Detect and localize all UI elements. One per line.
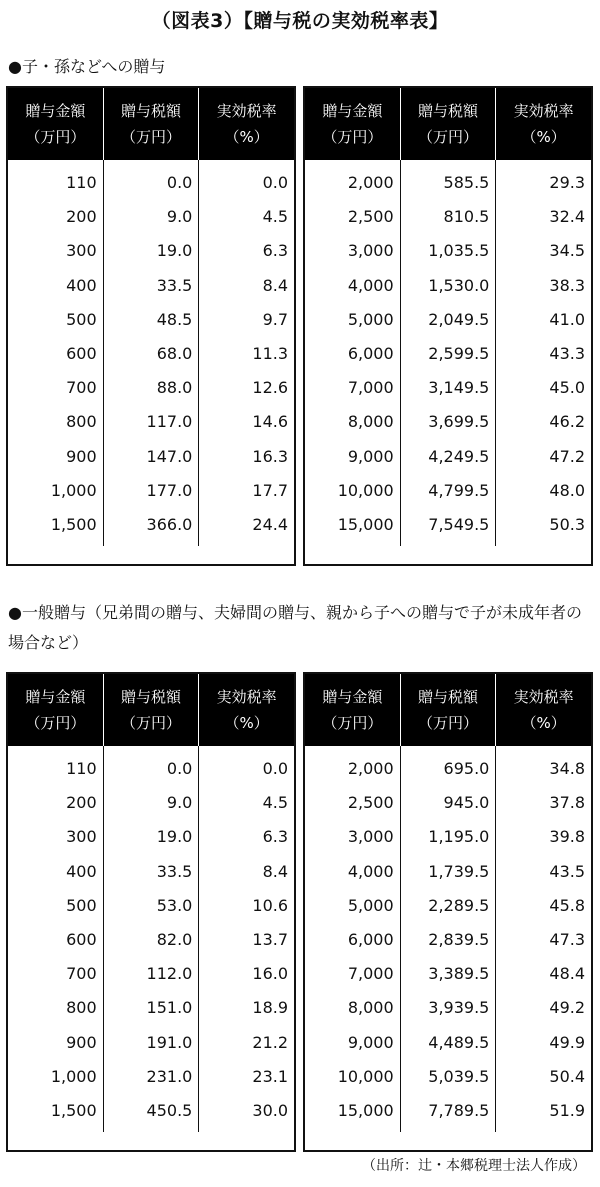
- table-cell-tax: 4,799.5: [428, 480, 490, 500]
- table-cell-tax: 2,289.5: [428, 895, 490, 915]
- table-cell-tax: 585.5: [443, 173, 490, 192]
- column-rate: [495, 160, 591, 546]
- table-cell-rate: 21.2: [252, 1032, 289, 1052]
- table-cell-rate: 6.3: [262, 827, 289, 847]
- table-cell-tax: 4,489.5: [428, 1032, 490, 1052]
- table-cell-tax: 231.0: [146, 1066, 193, 1086]
- header-tax-line: （万円）: [121, 128, 182, 146]
- table-cell-rate: 13.7: [252, 929, 289, 949]
- table-cell-amount: 1,000: [50, 480, 97, 500]
- table-cell-amount: 3,000: [347, 827, 394, 847]
- header-rate: [198, 674, 294, 746]
- table-cell-tax: 1,035.5: [428, 241, 490, 261]
- table-cell-rate: 34.8: [549, 759, 586, 778]
- table-general-left: [6, 672, 296, 1152]
- table-cell-amount: 600: [66, 929, 97, 949]
- table-cell-rate: 39.8: [549, 827, 586, 847]
- table-cell-rate: 43.5: [549, 861, 586, 881]
- table-children-right: [303, 86, 593, 566]
- table-cell-rate: 43.3: [549, 343, 586, 363]
- header-tax: [103, 88, 199, 160]
- table-cell-amount: 5,000: [347, 895, 394, 915]
- table-cell-tax: 191.0: [146, 1032, 193, 1052]
- header-tax: [103, 674, 199, 746]
- table-cell-tax: 0.0: [166, 759, 193, 778]
- column-tax: [103, 746, 199, 1132]
- table-cell-amount: 200: [66, 207, 97, 227]
- header-tax-line: （万円）: [121, 714, 182, 732]
- table-cell-rate: 38.3: [549, 275, 586, 295]
- table-cell-amount: 2,500: [347, 793, 394, 813]
- table-cell-rate: 0.0: [262, 173, 289, 192]
- table-cell-rate: 47.3: [549, 929, 586, 949]
- table-cell-tax: 9.0: [166, 793, 193, 813]
- table-cell-tax: 82.0: [156, 929, 193, 949]
- table-header: [8, 674, 294, 746]
- table-cell-tax: 3,389.5: [428, 964, 490, 984]
- header-amount: [305, 674, 400, 746]
- table-cell-amount: 1,000: [50, 1066, 97, 1086]
- table-cell-tax: 88.0: [156, 378, 193, 398]
- table-cell-tax: 53.0: [156, 895, 193, 915]
- table-cell-amount: 600: [66, 343, 97, 363]
- table-cell-rate: 17.7: [252, 480, 289, 500]
- table-cell-amount: 200: [66, 793, 97, 813]
- section-label-children: ●子・孫などへの贈与: [8, 57, 166, 76]
- table-cell-rate: 6.3: [262, 241, 289, 261]
- table-cell-rate: 37.8: [549, 793, 586, 813]
- table-cell-amount: 800: [66, 412, 97, 432]
- table-cell-rate: 16.3: [252, 446, 289, 466]
- table-cell-amount: 15,000: [337, 514, 394, 534]
- table-cell-rate: 4.5: [262, 207, 289, 227]
- table-cell-rate: 34.5: [549, 241, 586, 261]
- table-cell-amount: 700: [66, 378, 97, 398]
- table-cell-amount: 6,000: [347, 343, 394, 363]
- table-cell-tax: 2,599.5: [428, 343, 490, 363]
- table-cell-tax: 4,249.5: [428, 446, 490, 466]
- table-cell-tax: 366.0: [146, 514, 193, 534]
- table-cell-rate: 12.6: [252, 378, 289, 398]
- table-cell-rate: 45.8: [549, 895, 586, 915]
- table-cell-amount: 400: [66, 861, 97, 881]
- header-amount-line: 贈与金額: [25, 102, 86, 120]
- table-cell-tax: 7,789.5: [428, 1100, 490, 1120]
- table-cell-amount: 500: [66, 309, 97, 329]
- table-cell-amount: 7,000: [347, 964, 394, 984]
- header-tax: [400, 674, 496, 746]
- table-cell-amount: 900: [66, 446, 97, 466]
- header-rate: [495, 88, 591, 160]
- table-cell-amount: 700: [66, 964, 97, 984]
- header-amount-line: （万円）: [25, 714, 86, 732]
- table-cell-amount: 7,000: [347, 378, 394, 398]
- source-note: （出所：辻・本郷税理士法人作成）: [362, 1158, 586, 1174]
- table-cell-tax: 3,939.5: [428, 998, 490, 1018]
- table-cell-amount: 4,000: [347, 275, 394, 295]
- table-cell-tax: 151.0: [146, 998, 193, 1018]
- table-cell-tax: 1,195.0: [428, 827, 490, 847]
- table-cell-tax: 147.0: [146, 446, 193, 466]
- table-cell-amount: 2,000: [347, 759, 394, 778]
- table-cell-amount: 110: [66, 759, 97, 778]
- header-rate-line: 実効税率: [513, 102, 574, 120]
- table-cell-amount: 500: [66, 895, 97, 915]
- table-cell-tax: 33.5: [156, 275, 193, 295]
- table-cell-amount: 9,000: [347, 446, 394, 466]
- header-amount-line: （万円）: [25, 128, 86, 146]
- column-tax: [400, 746, 496, 1132]
- table-cell-amount: 3,000: [347, 241, 394, 261]
- table-cell-rate: 29.3: [549, 173, 586, 192]
- table-cell-tax: 945.0: [443, 793, 490, 813]
- header-tax-line: 贈与税額: [418, 688, 479, 706]
- table-cell-rate: 51.9: [549, 1100, 586, 1120]
- table-cell-amount: 300: [66, 827, 97, 847]
- table-cell-tax: 5,039.5: [428, 1066, 490, 1086]
- column-amount: [305, 160, 400, 546]
- section-label-general: ●一般贈与（兄弟間の贈与、夫婦間の贈与、親から子への贈与で子が未成年者の場合など）: [8, 603, 582, 652]
- table-cell-amount: 800: [66, 998, 97, 1018]
- table-cell-amount: 4,000: [347, 861, 394, 881]
- table-cell-rate: 49.9: [549, 1032, 586, 1052]
- table-cell-rate: 0.0: [262, 759, 289, 778]
- column-tax: [103, 160, 199, 546]
- table-cell-rate: 11.3: [252, 343, 289, 363]
- header-rate-line: 実効税率: [216, 688, 277, 706]
- table-cell-rate: 9.7: [262, 309, 289, 329]
- table-header: [8, 88, 294, 160]
- header-rate: [198, 88, 294, 160]
- header-rate-line: （%）: [521, 714, 566, 732]
- table-cell-rate: 45.0: [549, 378, 586, 398]
- table-cell-amount: 1,500: [50, 514, 97, 534]
- column-rate: [495, 746, 591, 1132]
- table-cell-rate: 30.0: [252, 1100, 289, 1120]
- table-cell-rate: 14.6: [252, 412, 289, 432]
- column-amount: [305, 746, 400, 1132]
- header-amount-line: （万円）: [322, 128, 383, 146]
- table-cell-amount: 300: [66, 241, 97, 261]
- table-cell-amount: 900: [66, 1032, 97, 1052]
- header-tax-line: （万円）: [418, 128, 479, 146]
- table-cell-rate: 10.6: [252, 895, 289, 915]
- table-cell-rate: 46.2: [549, 412, 586, 432]
- table-cell-tax: 19.0: [156, 827, 193, 847]
- table-cell-tax: 68.0: [156, 343, 193, 363]
- header-amount-line: 贈与金額: [322, 102, 383, 120]
- table-cell-rate: 18.9: [252, 998, 289, 1018]
- table-cell-rate: 41.0: [549, 309, 586, 329]
- table-cell-amount: 9,000: [347, 1032, 394, 1052]
- header-amount-line: 贈与金額: [25, 688, 86, 706]
- header-tax-line: 贈与税額: [418, 102, 479, 120]
- table-cell-rate: 8.4: [262, 275, 289, 295]
- table-cell-rate: 32.4: [549, 207, 586, 227]
- table-header: [305, 88, 591, 160]
- table-cell-rate: 50.3: [549, 514, 586, 534]
- table-cell-amount: 10,000: [337, 1066, 394, 1086]
- table-cell-amount: 400: [66, 275, 97, 295]
- table-cell-amount: 1,500: [50, 1100, 97, 1120]
- header-amount: [8, 674, 103, 746]
- table-cell-tax: 1,739.5: [428, 861, 490, 881]
- table-cell-tax: 3,699.5: [428, 412, 490, 432]
- header-tax: [400, 88, 496, 160]
- table-cell-amount: 2,000: [347, 173, 394, 192]
- page-title: （図表3）【贈与税の実効税率表】: [151, 10, 449, 32]
- table-cell-rate: 4.5: [262, 793, 289, 813]
- header-tax-line: 贈与税額: [121, 102, 182, 120]
- table-cell-tax: 1,530.0: [428, 275, 490, 295]
- column-amount: [8, 746, 103, 1132]
- header-rate-line: 実効税率: [216, 102, 277, 120]
- header-tax-line: （万円）: [418, 714, 479, 732]
- table-cell-rate: 8.4: [262, 861, 289, 881]
- header-rate: [495, 674, 591, 746]
- header-amount-line: （万円）: [322, 714, 383, 732]
- table-cell-tax: 7,549.5: [428, 514, 490, 534]
- table-cell-tax: 112.0: [146, 964, 193, 984]
- table-cell-rate: 16.0: [252, 964, 289, 984]
- table-children-left: [6, 86, 296, 566]
- table-cell-amount: 6,000: [347, 929, 394, 949]
- table-cell-rate: 23.1: [252, 1066, 289, 1086]
- table-cell-tax: 19.0: [156, 241, 193, 261]
- header-rate-line: （%）: [224, 714, 269, 732]
- table-cell-tax: 450.5: [146, 1100, 193, 1120]
- table-cell-tax: 33.5: [156, 861, 193, 881]
- table-header: [305, 674, 591, 746]
- table-cell-tax: 695.0: [443, 759, 490, 778]
- header-amount-line: 贈与金額: [322, 688, 383, 706]
- column-tax: [400, 160, 496, 546]
- table-cell-tax: 9.0: [166, 207, 193, 227]
- table-general-right: [303, 672, 593, 1152]
- table-cell-tax: 2,049.5: [428, 309, 490, 329]
- table-cell-rate: 48.4: [549, 964, 586, 984]
- column-amount: [8, 160, 103, 546]
- table-cell-tax: 3,149.5: [428, 378, 490, 398]
- table-cell-amount: 15,000: [337, 1100, 394, 1120]
- header-rate-line: （%）: [224, 128, 269, 146]
- table-cell-amount: 8,000: [347, 412, 394, 432]
- column-rate: [198, 746, 294, 1132]
- table-cell-rate: 47.2: [549, 446, 586, 466]
- header-tax-line: 贈与税額: [121, 688, 182, 706]
- table-cell-amount: 110: [66, 173, 97, 192]
- table-cell-tax: 810.5: [443, 207, 490, 227]
- table-cell-amount: 8,000: [347, 998, 394, 1018]
- table-cell-tax: 0.0: [166, 173, 193, 192]
- table-cell-tax: 117.0: [146, 412, 193, 432]
- header-amount: [8, 88, 103, 160]
- column-rate: [198, 160, 294, 546]
- table-cell-tax: 177.0: [146, 480, 193, 500]
- table-cell-rate: 50.4: [549, 1066, 586, 1086]
- table-cell-rate: 49.2: [549, 998, 586, 1018]
- table-cell-rate: 24.4: [252, 514, 289, 534]
- table-cell-tax: 48.5: [156, 309, 193, 329]
- header-rate-line: （%）: [521, 128, 566, 146]
- table-cell-amount: 5,000: [347, 309, 394, 329]
- header-amount: [305, 88, 400, 160]
- table-cell-amount: 2,500: [347, 207, 394, 227]
- table-cell-amount: 10,000: [337, 480, 394, 500]
- table-cell-rate: 48.0: [549, 480, 586, 500]
- header-rate-line: 実効税率: [513, 688, 574, 706]
- table-cell-tax: 2,839.5: [428, 929, 490, 949]
